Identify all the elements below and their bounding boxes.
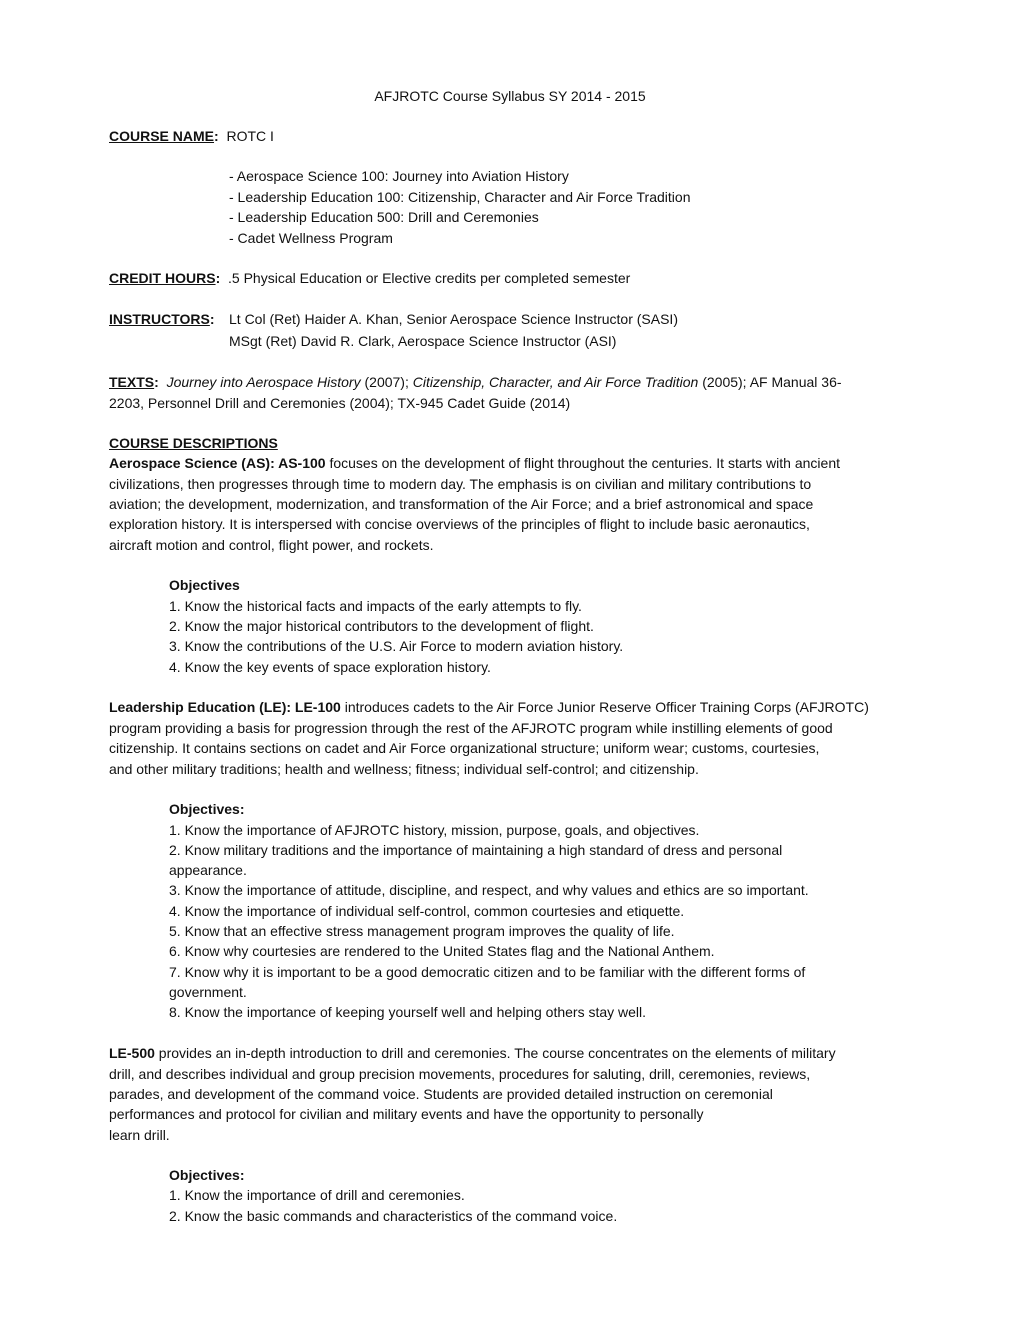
le100-objective: 3. Know the importance of attitude, discipline, and respect, and why values and ethics are so important. [169, 882, 809, 898]
course-descriptions-heading: COURSE DESCRIPTIONS [109, 435, 278, 451]
course-name-value: ROTC I [226, 128, 274, 144]
le500-lead-text: provides an in-depth introduction to drill and ceremonies. The course concentrates on the elements of military [154, 1045, 836, 1061]
as-description-lead [109, 453, 914, 473]
le100-objective: 5. Know that an effective stress management program improves the quality of life. [169, 923, 675, 939]
as-objective: 3. Know the contributions of the U.S. Air Force to modern aviation history. [169, 638, 624, 654]
le100-objective: 2. Know military traditions and the importance of maintaining a high standard of dress and personal [169, 842, 783, 858]
le100-objective: government. [169, 984, 247, 1000]
as-objective: 4. Know the key events of space exploration history. [169, 659, 491, 675]
as-description-line: aviation; the development, modernization, and transformation of the Air Force; and a brief astronomical and space [109, 496, 814, 512]
document-title: AFJROTC Course Syllabus SY 2014 - 2015 [374, 88, 646, 104]
le100-description-lead [109, 697, 914, 717]
texts-colon: : [154, 374, 159, 390]
le100-objective: 7. Know why it is important to be a good democratic citizen and to be familiar with the different forms of [169, 964, 806, 980]
course-item: - Cadet Wellness Program [229, 230, 393, 246]
instructor-name: Lt Col (Ret) Haider A. Khan, Senior Aerospace Science Instructor (SASI) [229, 311, 678, 327]
instructor-name: MSgt (Ret) David R. Clark, Aerospace Science Instructor (ASI) [229, 333, 617, 349]
credit-hours-label: CREDIT HOURS [109, 270, 216, 286]
course-item: - Aerospace Science 100: Journey into Aviation History [229, 168, 569, 184]
le500-objectives-heading: Objectives: [169, 1167, 245, 1183]
instructors-label: INSTRUCTORS [109, 311, 210, 327]
le500-description-line: performances and protocol for civilian and military events and have the opportunity to personally [109, 1106, 704, 1122]
as-objective: 1. Know the historical facts and impacts of the early attempts to fly. [169, 598, 582, 614]
le500-label: LE-500 [109, 1045, 155, 1061]
le100-objectives-heading: Objectives: [169, 801, 245, 817]
instructors-colon: : [209, 311, 215, 327]
texts-year-1: (2007); [360, 374, 413, 390]
texts-book-1: Journey into Aerospace History [166, 374, 361, 390]
as-description-line: civilizations, then progresses through time to modern day. The emphasis is on civilian and military contributions to [109, 476, 812, 492]
as-label: Aerospace Science (AS): AS-100 [109, 455, 326, 471]
le100-description-line: citizenship. It contains sections on cadet and Air Force organizational structure; uniform wear; customs, courtesies, [109, 740, 820, 756]
course-item: - Leadership Education 500: Drill and Ceremonies [229, 209, 539, 225]
le100-lead-text: introduces cadets to the Air Force Junior Reserve Officer Training Corps (AFJROTC) [340, 699, 869, 715]
as-objectives-heading: Objectives [169, 577, 240, 593]
course-item: - Leadership Education 100: Citizenship, Character and Air Force Tradition [229, 189, 691, 205]
le100-objective: 4. Know the importance of individual self-control, common courtesies and etiquette. [169, 903, 685, 919]
le100-objective: appearance. [169, 862, 247, 878]
course-name-row [109, 126, 914, 146]
le100-description-line: and other military traditions; health and wellness; fitness; individual self-control; and citizenship. [109, 761, 699, 777]
le500-description-lead [109, 1043, 914, 1063]
le100-objective: 1. Know the importance of AFJROTC history, mission, purpose, goals, and objectives. [169, 822, 700, 838]
le100-objective: 8. Know the importance of keeping yourself well and helping others stay well. [169, 1004, 647, 1020]
credit-hours-row [109, 268, 914, 288]
as-description-line: aircraft motion and control, flight power, and rockets. [109, 537, 434, 553]
le100-label: Leadership Education (LE): LE-100 [109, 699, 341, 715]
texts-row [109, 372, 914, 392]
course-name-colon: : [214, 128, 219, 144]
credit-hours-colon: : [215, 270, 221, 286]
course-name-label: COURSE NAME [109, 128, 215, 144]
texts-book-2: Citizenship, Character, and Air Force Tradition [412, 374, 699, 390]
le500-description-line: learn drill. [109, 1127, 170, 1143]
le500-description-line: drill, and describes individual and group precision movements, procedures for saluting, drill, ceremonies, reviews, [109, 1066, 811, 1082]
le100-description-line: program providing a basis for progression through the rest of the AFJROTC program while instilling elements of good [109, 720, 833, 736]
as-lead-text: focuses on the development of flight throughout the centuries. It starts with ancient [325, 455, 840, 471]
texts-label: TEXTS [109, 374, 155, 390]
texts-line-2: 2203, Personnel Drill and Ceremonies (2004); TX-945 Cadet Guide (2014) [109, 395, 571, 411]
as-objective: 2. Know the major historical contributors to the development of flight. [169, 618, 594, 634]
texts-rest-1: (2005); AF Manual 36- [698, 374, 842, 390]
le100-objective: 6. Know why courtesies are rendered to the United States flag and the National Anthem. [169, 943, 715, 959]
le500-objective: 1. Know the importance of drill and ceremonies. [169, 1187, 465, 1203]
le500-objective: 2. Know the basic commands and characteristics of the command voice. [169, 1208, 618, 1224]
le500-description-line: parades, and development of the command voice. Students are provided detailed instruction on ceremonial [109, 1086, 773, 1102]
as-description-line: exploration history. It is interspersed with concise overviews of the principles of flight to include basic aeronautics, [109, 516, 810, 532]
credit-hours-value: .5 Physical Education or Elective credits per completed semester [228, 270, 631, 286]
